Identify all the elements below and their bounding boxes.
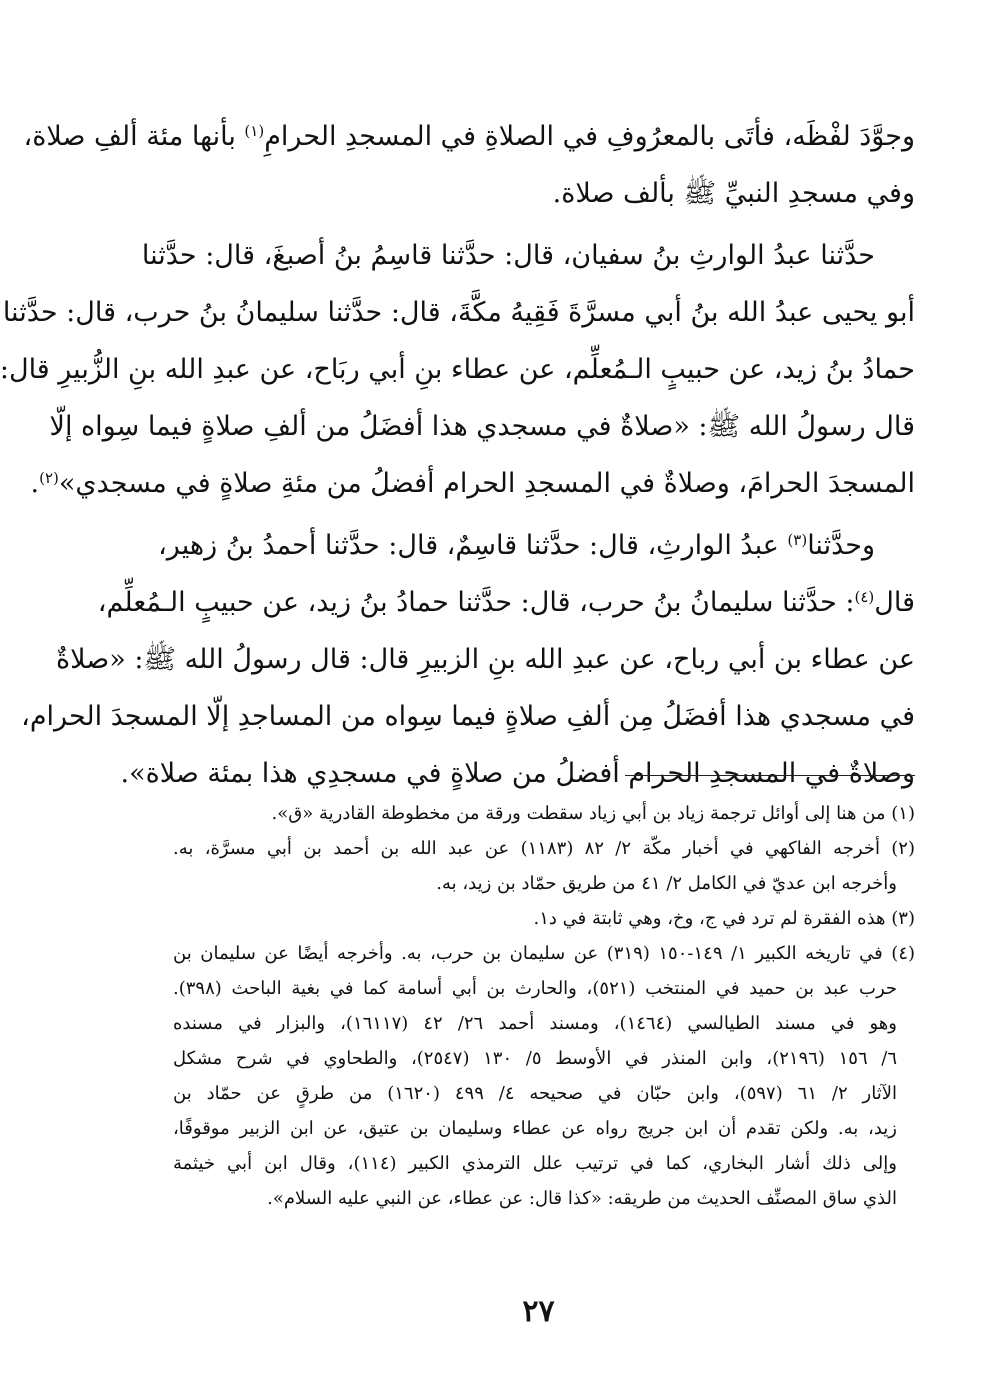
footnote-4-continuation: زيد، به. ولكن تقدم أن ابن جريج رواه عن عطاء وسليمان بن عتيق، عن ابن الزبير موقوفًا، — [173, 1118, 897, 1139]
footnotes — [173, 796, 915, 1216]
text-run: قال — [874, 587, 915, 618]
text-run: عبدُ الوارثِ، قال: حدَّثنا قاسِمٌ، قال: حدَّثنا أحمدُ بنُ زهير، — [158, 530, 788, 561]
footnote-separator — [625, 775, 915, 776]
paragraph-3 — [21, 517, 915, 802]
footnote-4-continuation: وهو في مسند الطيالسي (١٤٦٤)، ومسند أحمد ٢٦/ ٤٢ (١٦١١٧)، والبزار في مسنده — [173, 1013, 897, 1034]
text-line — [30, 455, 915, 512]
footnote-1: (١) من هنا إلى أوائل ترجمة زياد بن أبي زياد سقطت ورقة من مخطوطة القادرية «ق». — [271, 803, 915, 824]
text-run: وحدَّثنا — [807, 530, 875, 561]
paragraph-1 — [23, 108, 915, 222]
text-line: حمادُ بنُ زيد، عن حبيبٍ الـمُعلِّم، عن عطاء بنِ أبي ربَاح، عن عبدِ الله بنِ الزُّبيرِ قال: — [0, 354, 915, 385]
text-line: حدَّثنا عبدُ الوارثِ بنُ سفيان، قال: حدَّثنا قاسِمُ بنُ أصبغَ، قال: حدَّثنا — [141, 240, 875, 271]
footnote-4-continuation: ٦/ ١٥٦ (٢١٩٦)، وابن المنذر في الأوسط ٥/ ١٣٠ (٢٥٤٧)، والطحاوي في شرح مشكل — [173, 1048, 898, 1069]
text-line: وصلاةٌ في المسجدِ الحرام أفضلُ من صلاةٍ في مسجدِي هذا بمئة صلاة». — [120, 758, 915, 789]
text-line: أبو يحيى عبدُ الله بنُ أبي مسرَّةَ فَقِيهُ مكَّةَ، قال: حدَّثنا سليمانُ بنُ حرب، قال: حدَّثنا — [2, 297, 915, 328]
text-line: قال رسولُ الله ﷺ: «صلاةٌ في مسجدي هذا أفضَلُ من ألفِ صلاةٍ فيما سِواه إلّا — [49, 411, 915, 442]
text-line — [23, 108, 915, 165]
footnote-ref-2[interactable]: (٢) — [39, 469, 59, 487]
text-run: . — [30, 468, 40, 499]
paragraph-2 — [0, 227, 915, 512]
footnote-2: (٢) أخرجه الفاكهي في أخبار مكّة ٢/ ٨٢ (١١٨٣) عن عبد الله بن أحمد بن أبي مسرَّة، به. — [173, 838, 915, 859]
footnote-2-continuation: وأخرجه ابن عديّ في الكامل ٢/ ٤١ من طريق حمّاد بن زيد، به. — [436, 873, 897, 894]
footnote-ref-4[interactable]: (٤) — [854, 588, 875, 606]
footnote-4-continuation: وإلى ذلك أشار البخاري، كما في ترتيب علل الترمذي الكبير (١١٤)، وقال ابن أبي خيثمة — [173, 1153, 897, 1174]
footnote-4-continuation: الذي ساق المصنِّف الحديث من طريقه: «كذا قال: عن عطاء، عن النبي عليه السلام». — [267, 1188, 897, 1209]
text-line: وفي مسجدِ النبيِّ ﷺ بألف صلاة. — [552, 178, 915, 209]
footnote-3: (٣) هذه الفقرة لم ترد في ج، وخ، وهي ثابتة في د١. — [533, 908, 915, 929]
text-run: : حدَّثنا سليمانُ بنُ حرب، قال: حدَّثنا حمادُ بنُ زيد، عن حبيبٍ الـمُعلِّم، — [97, 587, 855, 618]
main-text — [0, 108, 915, 802]
text-line — [158, 517, 915, 574]
text-run: المسجدَ الحرامَ، وصلاةٌ في المسجدِ الحرام أفضلُ من مئةِ صلاةٍ في مسجدي» — [58, 468, 915, 499]
text-run: وجوَّدَ لفْظَه، فأتَى بالمعرُوفِ في الصلاةِ في المسجدِ الحرامِ — [264, 121, 915, 152]
page-number: ٢٧ — [522, 1294, 555, 1329]
footnote-ref-1[interactable]: (١) — [244, 122, 265, 140]
text-line: في مسجدي هذا أفضَلُ مِن ألفِ صلاةٍ فيما سِواه من المساجدِ إلّا المسجدَ الحرام، — [21, 701, 915, 732]
footnote-ref-3[interactable]: (٣) — [787, 531, 808, 549]
footnote-4-continuation: الآثار ٢/ ٦١ (٥٩٧)، وابن حبّان في صحيحه ٤/ ٤٩٩ (١٦٢٠) من طرقٍ عن حمّاد بن — [173, 1083, 897, 1104]
footnote-4-continuation: حرب عبد بن حميد في المنتخب (٥٢١)، والحارث بن أبي أسامة كما في بغية الباحث (٣٩٨). — [173, 978, 897, 999]
text-run: بأنها مئة ألفِ صلاة، — [23, 121, 245, 152]
text-line: عن عطاء بن أبي رباح، عن عبدِ الله بنِ الزبيرِ قال: قال رسولُ الله ﷺ: «صلاةٌ — [56, 644, 915, 675]
footnote-4: (٤) في تاريخه الكبير ١/ ١٤٩-١٥٠ (٣١٩) عن سليمان بن حرب، به. وأخرجه أيضًا عن سليمان بن — [173, 943, 916, 964]
text-line — [97, 574, 915, 631]
